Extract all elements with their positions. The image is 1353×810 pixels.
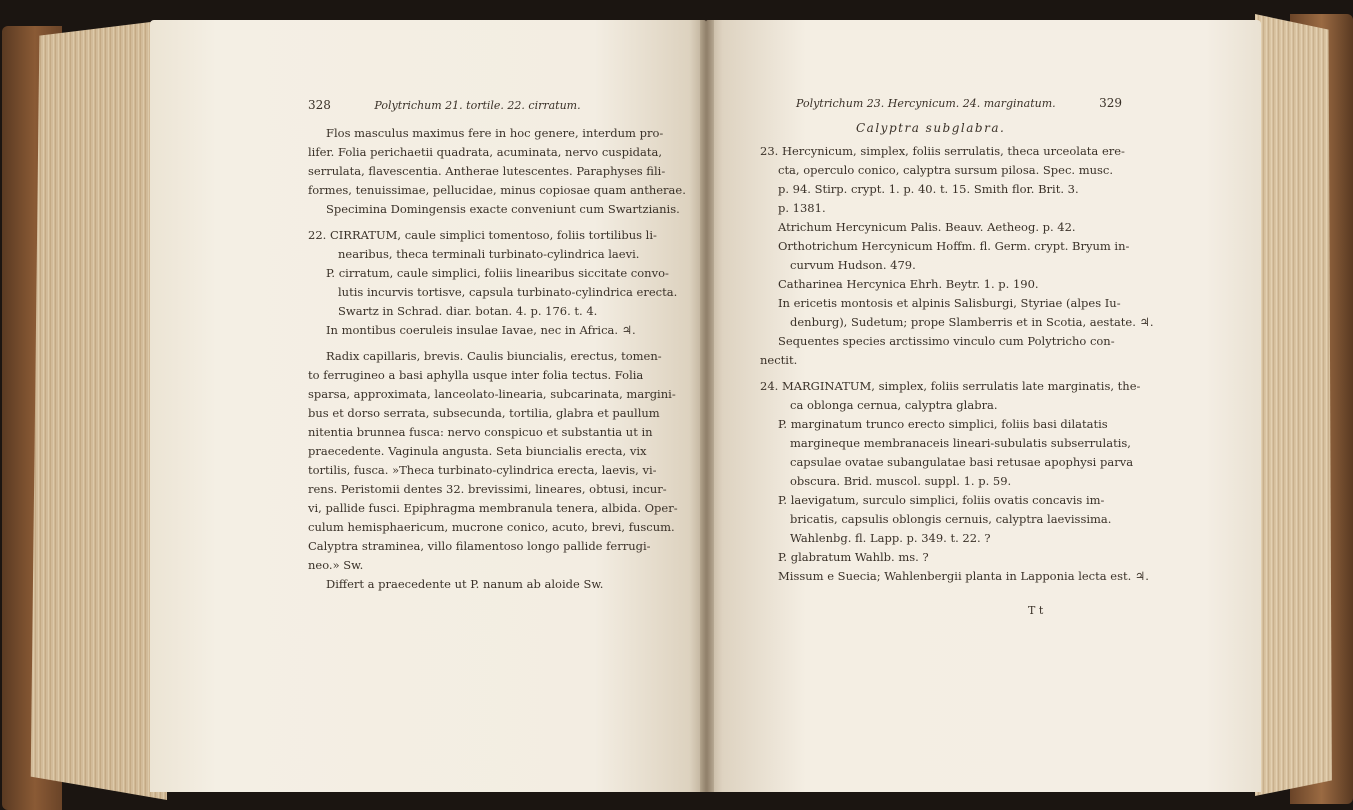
left-text-line: Radix capillaris, brevis. Caulis biuncialis, erectus, tomen-: [326, 349, 662, 363]
right-running-head: Polytrichum 23. Hercynicum. 24. marginatum.: [796, 97, 1056, 110]
left-text-line: lifer. Folia perichaetii quadrata, acuminata, nervo cuspidata,: [308, 145, 662, 159]
left-running-head: Polytrichum 21. tortile. 22. cirratum.: [374, 99, 581, 112]
left-text-line: neo.» Sw.: [308, 558, 364, 572]
right-text-line: denburg), Sudetum; prope Slamberris et in Scotia, aestate. ♃.: [790, 315, 1154, 329]
right-text-line: Atrichum Hercynicum Palis. Beauv. Aetheog. p. 42.: [778, 220, 1076, 234]
left-text-line: bus et dorso serrata, subsecunda, tortilia, glabra et paullum: [308, 406, 660, 420]
right-text-line: obscura. Brid. muscol. suppl. 1. p. 59.: [790, 474, 1012, 488]
right-text-line: Catharinea Hercynica Ehrh. Beytr. 1. p. 190.: [778, 277, 1039, 291]
right-text-line: [760, 370, 1120, 377]
page-edges-right: [1255, 14, 1335, 796]
left-text-line: sparsa, approximata, lanceolato-linearia, subcarinata, margini-: [308, 387, 676, 401]
left-text-line: P. cirratum, caule simplici, foliis linearibus siccitate convo-: [326, 266, 669, 280]
right-text-line: P. marginatum trunco erecto simplici, foliis basi dilatatis: [778, 417, 1108, 431]
right-text-line: Wahlenbg. fl. Lapp. p. 349. t. 22. ?: [790, 531, 991, 545]
left-text-line: culum hemisphaericum, mucrone conico, acuto, brevi, fuscum.: [308, 520, 675, 534]
right-text-line: 24. MARGINATUM, simplex, foliis serrulatis late marginatis, the-: [760, 379, 1141, 393]
left-text-line: vi, pallide fusci. Epiphragma membranula tenera, albida. Oper-: [308, 501, 678, 515]
left-text-line: Calyptra straminea, villo filamentoso longo pallide ferrugi-: [308, 539, 651, 553]
left-text-line: [308, 340, 680, 347]
right-page-body: [760, 142, 1154, 586]
page-edges-left: [22, 20, 167, 800]
left-page-body: [308, 124, 686, 594]
left-text-line: Differt a praecedente ut P. nanum ab aloide Sw.: [326, 577, 604, 591]
left-text-line: 22. CIRRATUM, caule simplici tomentoso, foliis tortilibus li-: [308, 228, 657, 242]
left-text-line: serrulata, flavescentia. Antherae lutescentes. Paraphyses fili-: [308, 164, 666, 178]
left-text-line: Specimina Domingensis exacte conveniunt cum Swartzianis.: [326, 202, 680, 216]
right-text-line: margineque membranaceis lineari-subulatis subserrulatis,: [790, 436, 1131, 450]
left-text-line: rens. Peristomii dentes 32. brevissimi, lineares, obtusi, incur-: [308, 482, 667, 496]
right-text-line: nectit.: [760, 353, 798, 367]
left-page-number: 328: [308, 98, 331, 112]
right-page-header: [796, 96, 1122, 110]
signature-mark: T t: [1028, 604, 1044, 617]
left-text-line: tortilis, fusca. »Theca turbinato-cylindrica erecta, laevis, vi-: [308, 463, 657, 477]
right-text-line: ca oblonga cernua, calyptra glabra.: [790, 398, 998, 412]
right-text-line: Missum e Suecia; Wahlenbergii planta in Lapponia lecta est. ♃.: [778, 569, 1149, 583]
left-text-line: Swartz in Schrad. diar. botan. 4. p. 176. t. 4.: [338, 304, 598, 318]
right-text-line: In ericetis montosis et alpinis Salisburgi, Styriae (alpes Iu-: [778, 296, 1121, 310]
right-text-line: capsulae ovatae subangulatae basi retusae apophysi parva: [790, 455, 1134, 469]
left-text-line: nearibus, theca terminali turbinato-cylindrica laevi.: [338, 247, 640, 261]
left-text-line: Flos masculus maximus fere in hoc genere, interdum pro-: [326, 126, 664, 140]
right-text-line: P. glabratum Wahlb. ms. ?: [778, 550, 929, 564]
right-text-line: p. 1381.: [778, 201, 826, 215]
right-text-line: p. 94. Stirp. crypt. 1. p. 40. t. 15. Smith flor. Brit. 3.: [778, 182, 1079, 196]
right-text-line: bricatis, capsulis oblongis cernuis, calyptra laevissima.: [790, 512, 1112, 526]
right-page-number: 329: [1099, 96, 1123, 110]
left-text-line: In montibus coeruleis insulae Iavae, nec in Africa. ♃.: [326, 323, 636, 337]
left-page-header: [308, 98, 581, 112]
left-text-line: praecedente. Vaginula angusta. Seta biuncialis erecta, vix: [308, 444, 647, 458]
left-text-line: formes, tenuissimae, pellucidae, minus copiosae quam antherae.: [308, 183, 686, 197]
book-gutter: [700, 20, 714, 792]
left-text-line: to ferrugineo a basi aphylla usque inter folia tectus. Folia: [308, 368, 644, 382]
left-text-line: [308, 219, 680, 226]
right-text-line: Sequentes species arctissimo vinculo cum Polytricho con-: [778, 334, 1115, 348]
right-text-line: P. laevigatum, surculo simplici, foliis ovatis concavis im-: [778, 493, 1105, 507]
right-text-line: 23. Hercynicum, simplex, foliis serrulatis, theca urceolata ere-: [760, 144, 1125, 158]
right-text-line: Orthotrichum Hercynicum Hoffm. fl. Germ. crypt. Bryum in-: [778, 239, 1130, 253]
right-text-line: curvum Hudson. 479.: [790, 258, 916, 272]
right-text-line: cta, operculo conico, calyptra sursum pilosa. Spec. musc.: [778, 163, 1113, 177]
left-text-line: nitentia brunnea fusca: nervo conspicuo et substantia ut in: [308, 425, 653, 439]
section-heading: Calyptra subglabra.: [856, 121, 1006, 135]
left-text-line: lutis incurvis tortisve, capsula turbinato-cylindrica erecta.: [338, 285, 678, 299]
